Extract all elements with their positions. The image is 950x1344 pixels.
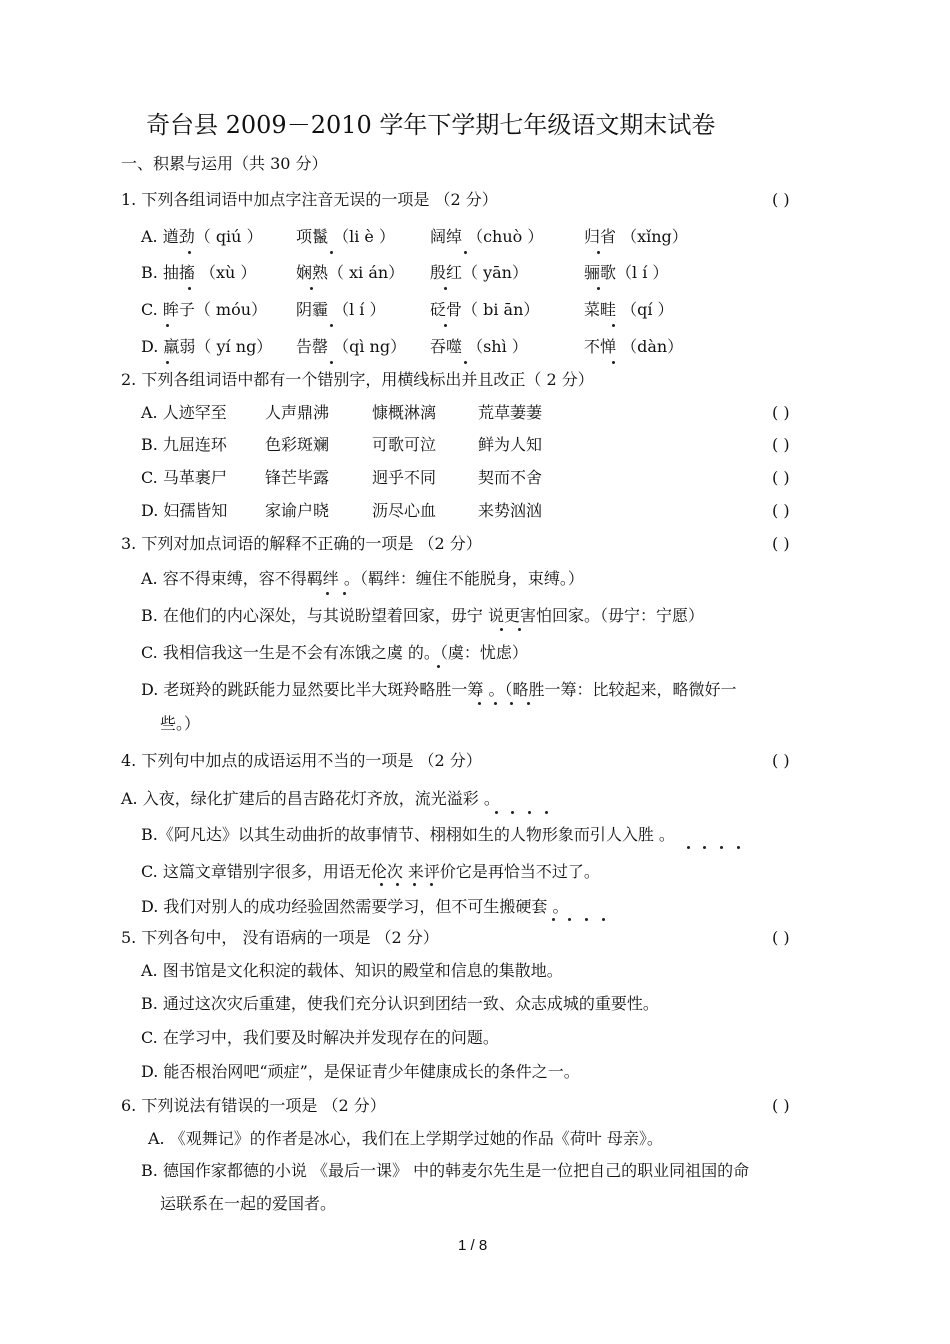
emphasis-dot (518, 628, 521, 631)
q2-option-d-word2: 家谕户晓 (265, 501, 330, 520)
q1-option-c-word4: 菜畦 （qí ） (584, 300, 674, 319)
question-4-stem: 4. 下列句中加点的成语运用不当的一项是 （2 分） (121, 751, 482, 770)
answer-blank[interactable]: ( ) (772, 1096, 790, 1115)
q2-option-b-word1: B. 九屈连环 (141, 435, 227, 454)
question-3-stem: 3. 下列对加点词语的解释不正确的一项是 （2 分） (121, 534, 482, 553)
q2-option-c-word1: C. 马革裹尸 (141, 468, 227, 487)
q1-option-a-word1: A. 遒劲（ qiú ） (141, 227, 263, 246)
q3-option-c: C. 我相信我这一生是不会有冻饿之虞 的。（虞：忧虑） (141, 643, 528, 662)
q1-option-d-word3: 吞噬 （shì ） (430, 337, 528, 356)
q5-option-a: A. 图书馆是文化积淀的载体、知识的殿堂和信息的集散地。 (141, 961, 563, 980)
answer-blank[interactable]: ( ) (772, 534, 790, 553)
q2-option-b-word4: 鲜为人知 (478, 435, 543, 454)
emphasis-dot (326, 592, 329, 595)
emphasis-dot (568, 918, 571, 921)
answer-blank[interactable]: ( ) (772, 501, 790, 520)
emphasis-dot (464, 251, 467, 254)
q2-option-a-word4: 荒草萋萋 (478, 403, 543, 422)
answer-blank[interactable]: ( ) (772, 751, 790, 770)
emphasis-dot (437, 665, 440, 668)
emphasis-dot (527, 702, 530, 705)
emphasis-dot (737, 846, 740, 849)
emphasis-dot (602, 918, 605, 921)
question-1-stem: 1. 下列各组词语中加点字注音无误的一项是 （2 分） (121, 190, 498, 209)
q5-option-d: D. 能否根治网吧“顽症”，是保证青少年健康成长的条件之一。 (141, 1062, 580, 1081)
answer-blank[interactable]: ( ) (772, 928, 790, 947)
q1-option-a-word2: 项鬣 （li è ） (296, 227, 395, 246)
q4-option-c: C. 这篇文章错别字很多，用语无伦次 来评价它是再恰当不过了。 (141, 862, 600, 881)
emphasis-dot (720, 846, 723, 849)
q2-option-c-word4: 契而不舍 (478, 468, 543, 487)
q2-option-a-word3: 慷概淋漓 (372, 403, 437, 422)
answer-blank[interactable]: ( ) (772, 435, 790, 454)
q1-option-c-word1: C. 眸子（ móu） (141, 300, 268, 319)
answer-blank[interactable]: ( ) (772, 190, 790, 209)
emphasis-dot (464, 361, 467, 364)
emphasis-dot (478, 702, 481, 705)
emphasis-dot (166, 361, 169, 364)
q6-option-b-line1: B. 德国作家都德的小说 《最后一课》 中的韩麦尔先生是一位把自己的职业同祖国的命 (141, 1161, 750, 1180)
q2-option-d-word4: 来势汹汹 (478, 501, 543, 520)
emphasis-dot (585, 918, 588, 921)
q1-option-b-word3: 殷红（ yān） (430, 263, 528, 282)
emphasis-dot (413, 883, 416, 886)
q1-option-d-word2: 告罄 （qì ng） (296, 337, 407, 356)
emphasis-dot (330, 251, 333, 254)
q2-option-c-word3: 迥乎不同 (372, 468, 437, 487)
emphasis-dot (528, 811, 531, 814)
q3-option-a: A. 容不得束缚，容不得羁绊 。（羁绊：缠住不能脱身，束缚。） (141, 569, 584, 588)
question-6-stem: 6. 下列说法有错误的一项是 （2 分） (121, 1096, 386, 1115)
emphasis-dot (545, 811, 548, 814)
emphasis-dot (510, 702, 513, 705)
q2-option-a-word2: 人声鼎沸 (265, 403, 330, 422)
emphasis-dot (444, 287, 447, 290)
q6-option-b-line2: 运联系在一起的爱国者。 (160, 1194, 337, 1213)
q1-option-d-word1: D. 羸弱（ yí ng） (141, 337, 273, 356)
q1-option-b-word2: 娴熟（ xi án） (296, 263, 405, 282)
q1-option-a-word4: 归省 （xǐng） (584, 227, 688, 246)
question-2-stem: 2. 下列各组词语中都有一个错别字，用横线标出并且改正（ 2 分） (121, 370, 594, 389)
emphasis-dot (380, 883, 383, 886)
q3-option-d-line2: 些。） (160, 714, 201, 733)
emphasis-dot (687, 846, 690, 849)
page-number: 1 / 8 (458, 1237, 488, 1254)
q2-option-a-word1: A. 人迹罕至 (141, 403, 227, 422)
emphasis-dot (500, 628, 503, 631)
emphasis-dot (552, 918, 555, 921)
q1-option-d-word4: 不惮 （dàn） (584, 337, 684, 356)
emphasis-dot (511, 811, 514, 814)
q3-option-d-line1: D. 老斑羚的跳跃能力显然要比半大斑羚略胜一筹 。（略胜一筹：比较起来，略微好一 (141, 680, 737, 699)
q3-option-b: B. 在他们的内心深处，与其说盼望着回家，毋宁 说更害怕回家。（毋宁：宁愿） (141, 606, 705, 625)
answer-blank[interactable]: ( ) (772, 403, 790, 422)
emphasis-dot (494, 702, 497, 705)
q1-option-c-word2: 阴霾 （l í ） (296, 300, 386, 319)
emphasis-dot (430, 883, 433, 886)
emphasis-dot (330, 361, 333, 364)
q1-option-b-word1: B. 抽搐 （xù ） (141, 263, 257, 282)
section-heading: 一、积累与运用（共 30 分） (121, 154, 328, 173)
emphasis-dot (396, 883, 399, 886)
emphasis-dot (495, 811, 498, 814)
q4-option-d: D. 我们对别人的成功经验固然需要学习，但不可生搬硬套 。 (141, 897, 569, 916)
q1-option-b-word4: 骊歌（l í ） (584, 263, 669, 282)
exam-title: 奇台县 2009－2010 学年下学期七年级语文期末试卷 (146, 111, 716, 139)
emphasis-dot (188, 287, 191, 290)
q2-option-c-word2: 锋芒毕露 (265, 468, 330, 487)
q5-option-c: C. 在学习中，我们要及时解决并发现存在的问题。 (141, 1028, 499, 1047)
q4-option-a: A. 入夜，绿化扩建后的昌吉路花灯齐放，流光溢彩 。 (121, 789, 500, 808)
emphasis-dot (612, 361, 615, 364)
emphasis-dot (330, 324, 333, 327)
q5-option-b: B. 通过这次灾后重建，使我们充分认识到团结一致、众志成城的重要性。 (141, 994, 659, 1013)
emphasis-dot (343, 592, 346, 595)
emphasis-dot (188, 251, 191, 254)
q2-option-b-word2: 色彩斑斓 (265, 435, 330, 454)
emphasis-dot (166, 324, 169, 327)
emphasis-dot (597, 287, 600, 290)
emphasis-dot (444, 324, 447, 327)
q1-option-c-word3: 砭骨（ bi ān） (430, 300, 540, 319)
q6-option-a: A. 《观舞记》的作者是冰心，我们在上学期学过她的作品《荷叶 母亲》。 (148, 1129, 663, 1148)
q2-option-d-word1: D. 妇孺皆知 (141, 501, 228, 520)
question-5-stem: 5. 下列各句中， 没有语病的一项是 （2 分） (121, 928, 439, 947)
emphasis-dot (703, 846, 706, 849)
answer-blank[interactable]: ( ) (772, 468, 790, 487)
q4-option-b: B.《阿凡达》以其生动曲折的故事情节、栩栩如生的人物形象而引人入胜 。 (141, 825, 675, 844)
emphasis-dot (310, 287, 313, 290)
q2-option-b-word3: 可歌可泣 (372, 435, 437, 454)
q1-option-a-word3: 阔绰 （chuò ） (430, 227, 544, 246)
q2-option-d-word3: 沥尽心血 (372, 501, 437, 520)
emphasis-dot (597, 251, 600, 254)
emphasis-dot (612, 324, 615, 327)
